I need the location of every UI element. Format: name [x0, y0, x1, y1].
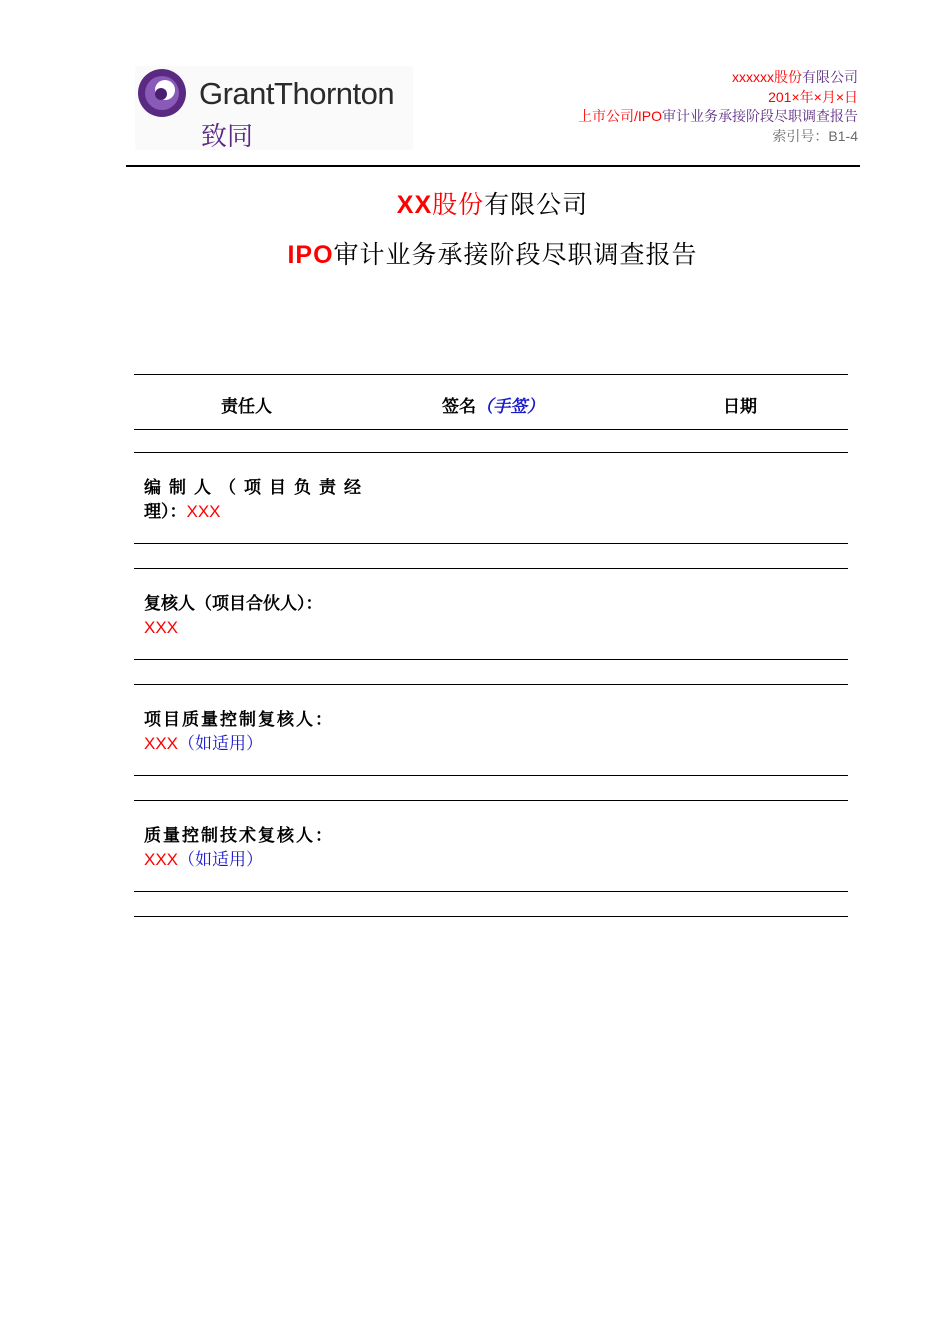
table-line: [134, 916, 848, 917]
brand-name: GrantThornton: [199, 76, 395, 111]
header-date: 201×年×月×日: [768, 88, 858, 105]
header-signature: 签名（手签）: [442, 397, 544, 417]
table-line: [134, 568, 848, 569]
grant-thornton-swirl-icon: [137, 68, 187, 118]
header-info: [578, 68, 858, 146]
table-line: [134, 452, 848, 453]
title-report: IPO审计业务承接阶段尽职调查报告: [287, 240, 698, 269]
title-company: XX股份有限公司: [396, 190, 589, 219]
header-subject: 上市公司/IPO审计业务承接阶段尽职调查报告: [577, 108, 858, 124]
header-date: 日期: [723, 397, 757, 417]
brand-cn-name: 致同: [201, 122, 254, 152]
table-line: [134, 800, 848, 801]
grant-thornton-logo: [135, 66, 413, 150]
table-line: [134, 374, 848, 375]
header-person: 责任人: [221, 397, 272, 417]
table-line: [134, 775, 848, 776]
header-divider: [126, 165, 860, 167]
table-line: [134, 684, 848, 685]
signature-note: （手签）: [476, 397, 544, 417]
header-company: xxxxxx股份有限公司: [732, 69, 858, 85]
table-line: [134, 429, 848, 430]
table-line: [134, 543, 848, 544]
table-line: [134, 659, 848, 660]
row-reviewer: 复核人（项目合伙人）： XXX: [144, 594, 323, 637]
table-line: [134, 891, 848, 892]
row-preparer: 编制人（项目负责经 理）：XXX: [144, 478, 369, 522]
header-index: 索引号：B1-4: [772, 127, 858, 144]
row-quality-reviewer: 项目质量控制复核人： XXX（如适用）: [144, 710, 334, 754]
row-technical-reviewer: 质量控制技术复核人： XXX（如适用）: [144, 826, 334, 870]
